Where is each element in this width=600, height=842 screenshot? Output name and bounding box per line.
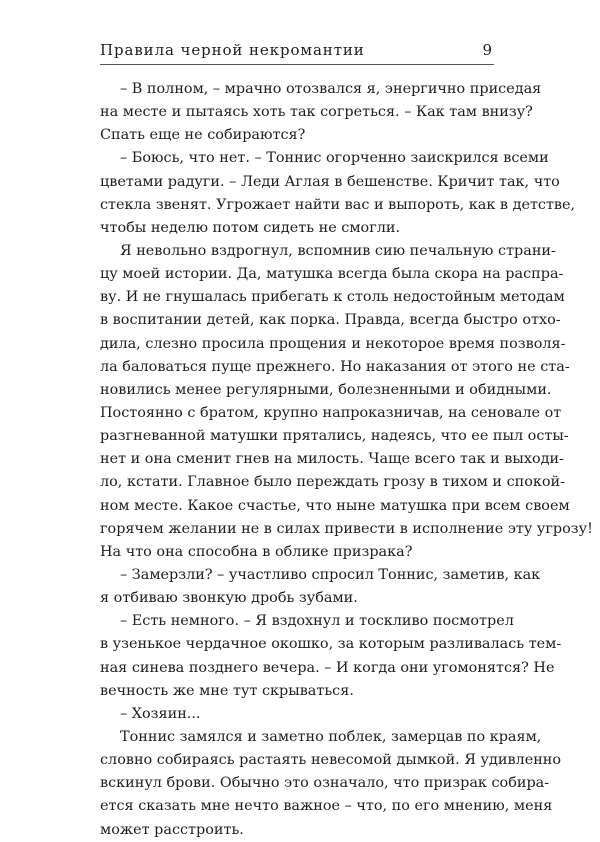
text-line: цу моей истории. Да, матушка всегда была скора на распра- bbox=[100, 266, 564, 283]
text-line: стекла звенят. Угрожает найти вас и выпороть, как в детстве, bbox=[100, 196, 576, 213]
text-line: вскинул брови. Обычно это означало, что призрак собира- bbox=[100, 775, 550, 792]
running-title: Правила черной некромантии bbox=[100, 41, 365, 59]
body-text bbox=[100, 78, 593, 842]
text-line: цветами радуги. – Леди Аглая в бешенстве. Кричит так, что bbox=[100, 173, 560, 190]
text-line: может расстроить. bbox=[100, 821, 244, 838]
text-line: На что она способна в облике призрака? bbox=[100, 543, 413, 560]
text-line: – Есть немного. – Я вздохнул и тоскливо посмотрел bbox=[120, 613, 514, 630]
text-line: ла баловаться пуще прежнего. Но наказания от этого не ста- bbox=[100, 358, 570, 375]
text-line: Постоянно с братом, крупно напроказничав, на сеновале от bbox=[100, 404, 562, 421]
text-line: нет и она сменит гнев на милость. Чаще всего так и выходи- bbox=[100, 451, 564, 468]
text-line: ло, кстати. Главное было переждать грозу в тихом и спокой- bbox=[100, 474, 566, 491]
text-line: – В полном, – мрачно отозвался я, энергично приседая bbox=[120, 81, 542, 97]
text-line: Я невольно вздрогнул, вспомнив сию печальную страни- bbox=[120, 242, 556, 259]
text-line: разгневанной матушки прятались, надеясь, что ее пыл осты- bbox=[100, 428, 569, 445]
text-line: ном месте. Какое счастье, что ныне матушка при всем своем bbox=[100, 497, 570, 514]
text-line: вечность же мне тут скрываться. bbox=[100, 682, 354, 699]
text-line: Тоннис замялся и заметно поблек, замерцав по краям, bbox=[120, 728, 542, 745]
text-line: – Боюсь, что нет. – Тоннис огорченно заискрился всеми bbox=[120, 150, 549, 167]
text-line: – Замерзли? – участливо спросил Тоннис, заметив, как bbox=[120, 566, 541, 583]
text-line: – Хозяин... bbox=[120, 705, 201, 722]
text-line: Спать еще не собираются? bbox=[100, 127, 306, 144]
text-line: дила, слезно просила прощения и некоторое время позволя- bbox=[100, 335, 566, 352]
text-line: горячем желании не в силах привести в исполнение эту угрозу! bbox=[100, 520, 593, 537]
text-line: в узенькое чердачное окошко, за которым разливалась тем- bbox=[100, 636, 562, 653]
text-line: я отбиваю звонкую дробь зубами. bbox=[100, 590, 358, 607]
text-line: ву. И не гнушалась прибегать к столь недостойным методам bbox=[100, 289, 565, 306]
text-line: на месте и пытаясь хоть так согреться. – Как там внизу? bbox=[100, 104, 533, 121]
text-line: чтобы неделю потом сидеть не смогли. bbox=[100, 219, 401, 236]
running-header bbox=[100, 40, 494, 65]
text-line: в воспитании детей, как порка. Правда, всегда быстро отхо- bbox=[100, 312, 561, 329]
text-line: ная синева позднего вечера. – И когда они угомонятся? Не bbox=[100, 659, 555, 676]
text-line: новились менее регулярными, болезненными и обидными. bbox=[100, 381, 552, 398]
text-line: ется сказать мне нечто важное – что, по его мнению, меня bbox=[100, 798, 553, 815]
page-number: 9 bbox=[482, 41, 492, 59]
text-line: словно собираясь растаять невесомой дымкой. Я удивленно bbox=[100, 752, 562, 769]
